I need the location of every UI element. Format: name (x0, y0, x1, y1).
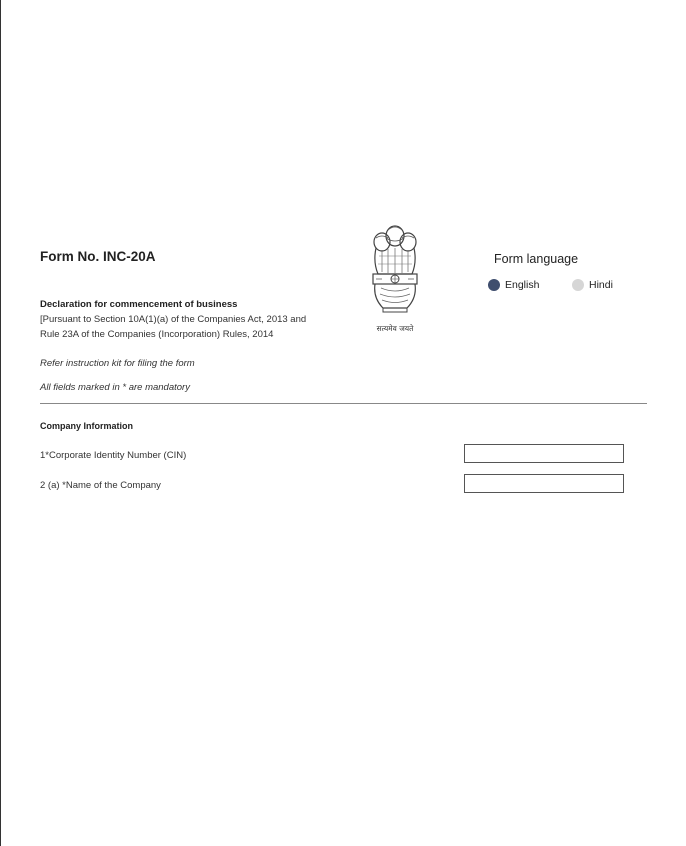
language-option-label: English (505, 279, 540, 291)
radio-selected-icon (488, 279, 500, 291)
instruction-kit-note: Refer instruction kit for filing the form (40, 358, 195, 369)
cin-label: 1*Corporate Identity Number (CIN) (40, 450, 187, 461)
declaration-title: Declaration for commencement of business (40, 299, 238, 310)
page-left-border (0, 0, 1, 846)
mandatory-fields-note: All fields marked in * are mandatory (40, 382, 190, 393)
declaration-reference-line: [Pursuant to Section 10A(1)(a) of the Companies Act, 2013 and (40, 314, 307, 325)
form-language-title: Form language (494, 252, 579, 266)
section-divider (40, 403, 647, 404)
national-emblem-icon (364, 222, 426, 338)
declaration-reference-line: Rule 23A of the Companies (Incorporation) Rules, 2014 (40, 329, 274, 340)
company-information-heading: Company Information (40, 421, 134, 431)
emblem-motto: सत्यमेव जयते (376, 324, 414, 333)
company-name-input[interactable] (464, 474, 624, 493)
language-radio-hindi[interactable] (572, 279, 613, 291)
language-radio-english[interactable] (488, 279, 539, 291)
radio-unselected-icon (572, 279, 584, 291)
company-name-label: 2 (a) *Name of the Company (40, 480, 161, 491)
cin-input[interactable] (464, 444, 624, 463)
language-option-label: Hindi (589, 279, 613, 291)
form-number-title: Form No. INC-20A (40, 249, 156, 264)
